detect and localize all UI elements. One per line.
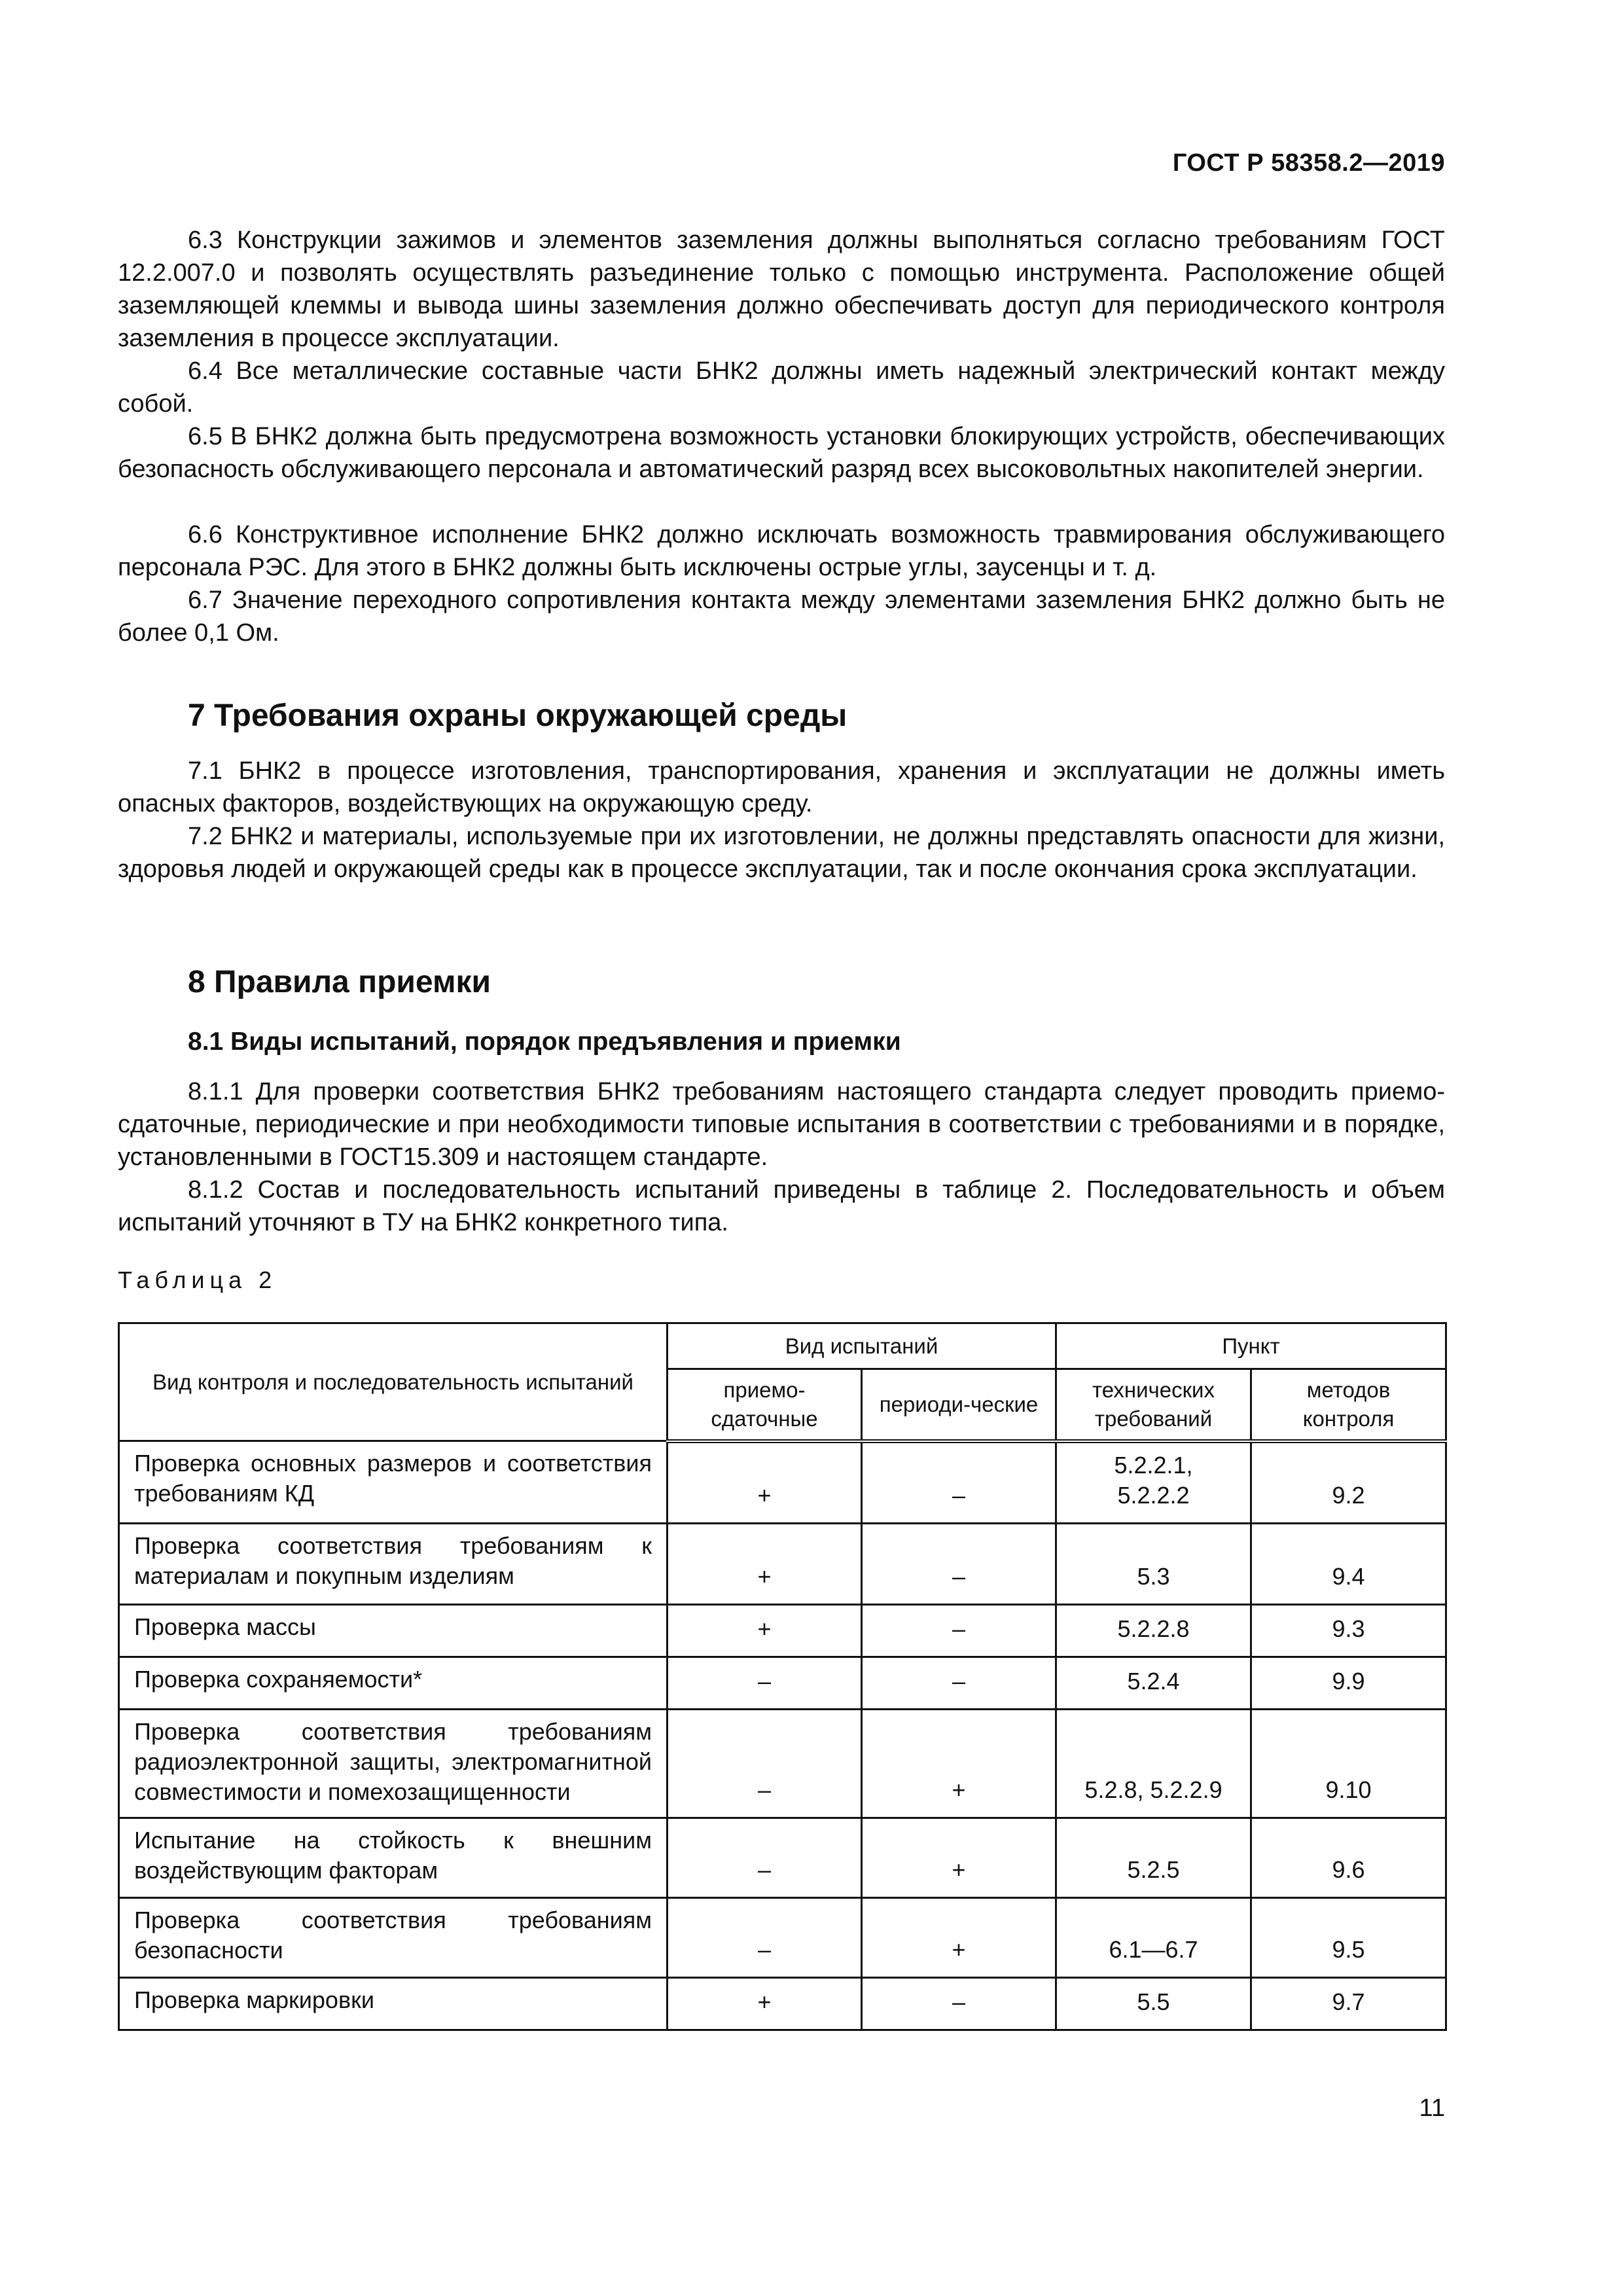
row-acceptance: + — [668, 1978, 862, 2030]
page-number: 11 — [1419, 2094, 1445, 2122]
table-row — [119, 1441, 1446, 1524]
row-tech-clause: 5.2.4 — [1056, 1657, 1251, 1710]
row-method-clause: 9.2 — [1251, 1441, 1446, 1524]
row-acceptance: – — [668, 1898, 862, 1978]
row-test-name: Проверка соответствия требованиям безопасности — [119, 1898, 668, 1978]
paragraph-6-3: 6.3 Конструкции зажимов и элементов заземления должны выполняться согласно требованиям ГОСТ 12.2.007.0 и позволять осуществлять разъединение только с помощью инструмента. Расположение общей заземляющей клеммы и вывода шины заземления должно обеспечивать доступ для периодического контроля заземления в процессе эксплуатации. — [118, 226, 1445, 352]
row-method-clause: 9.4 — [1251, 1524, 1446, 1605]
row-periodic: – — [862, 1978, 1056, 2030]
table-row — [119, 1710, 1446, 1818]
row-method-clause: 9.3 — [1251, 1605, 1446, 1657]
paragraph-6-6: 6.6 Конструктивное исполнение БНК2 должно исключать возможность травмирования обслуживающего персонала РЭС. Для этого в БНК2 должны быть исключены острые углы, заусенцы и т. д. — [118, 521, 1445, 581]
table-row — [119, 1898, 1446, 1978]
row-periodic: – — [862, 1605, 1056, 1657]
header-test-type: Вид испытаний — [668, 1323, 1056, 1369]
row-test-name: Испытание на стойкость к внешним воздействующим факторам — [119, 1818, 668, 1898]
document-page — [118, 0, 1445, 2296]
row-test-name: Проверка соответствия требованиям радиоэлектронной защиты, электромагнитной совместимости и помехозащищенности — [119, 1710, 668, 1818]
row-acceptance: – — [668, 1818, 862, 1898]
paragraph-8-1-2: 8.1.2 Состав и последовательность испытаний приведены в таблице 2. Последовательность и объем испытаний уточняют в ТУ на БНК2 конкретного типа. — [118, 1176, 1445, 1236]
row-acceptance: – — [668, 1657, 862, 1710]
table-caption: Таблица 2 — [118, 1266, 277, 1293]
header-control-methods: методов контроля — [1251, 1369, 1446, 1441]
paragraph-6-5: 6.5 В БНК2 должна быть предусмотрена возможность установки блокирующих устройств, обеспечивающих безопасность обслуживающего персонала и автоматический разряд всех высоковольтных накопителей энергии. — [118, 423, 1445, 483]
row-tech-clause: 5.2.2.8 — [1056, 1605, 1251, 1657]
header-acceptance: приемо-сдаточные — [668, 1369, 862, 1441]
row-test-name: Проверка маркировки — [119, 1978, 668, 2030]
row-method-clause: 9.5 — [1251, 1898, 1446, 1978]
table-row — [119, 1605, 1446, 1657]
row-acceptance: – — [668, 1710, 862, 1818]
table-row — [119, 1978, 1446, 2030]
row-method-clause: 9.6 — [1251, 1818, 1446, 1898]
row-acceptance: + — [668, 1524, 862, 1605]
subsection-8-1-title: 8.1 Виды испытаний, порядок предъявления и приемки — [188, 1028, 901, 1056]
header-control-type: Вид контроля и последовательность испытаний — [119, 1323, 668, 1441]
row-periodic: + — [862, 1818, 1056, 1898]
paragraph-8-1-1: 8.1.1 Для проверки соответствия БНК2 требованиям настоящего стандарта следует проводить приемо-сдаточные, периодические и при необходимости типовые испытания в соответствии с требованиями и в порядке, установленными в ГОСТ15.309 и настоящем стандарте. — [118, 1078, 1445, 1171]
row-method-clause: 9.7 — [1251, 1978, 1446, 2030]
table-row — [119, 1818, 1446, 1898]
row-periodic: + — [862, 1710, 1056, 1818]
paragraph-6-7: 6.7 Значение переходного сопротивления контакта между элементами заземления БНК2 должно быть не более 0,1 Ом. — [118, 586, 1445, 647]
row-test-name: Проверка сохраняемости* — [119, 1657, 668, 1710]
row-method-clause: 9.9 — [1251, 1657, 1446, 1710]
header-periodic: периоди-ческие — [862, 1369, 1056, 1441]
row-acceptance: + — [668, 1441, 862, 1524]
row-periodic: – — [862, 1441, 1056, 1524]
table-row — [119, 1657, 1446, 1710]
row-method-clause: 9.10 — [1251, 1710, 1446, 1818]
row-periodic: – — [862, 1657, 1056, 1710]
row-test-name: Проверка массы — [119, 1605, 668, 1657]
tests-table — [118, 1322, 1447, 2031]
section-7-title: 7 Требования охраны окружающей среды — [188, 698, 847, 733]
document-id-header: ГОСТ Р 58358.2—2019 — [1172, 149, 1445, 177]
row-tech-clause: 5.2.8, 5.2.2.9 — [1056, 1710, 1251, 1818]
row-tech-clause: 5.2.5 — [1056, 1818, 1251, 1898]
row-periodic: + — [862, 1898, 1056, 1978]
table-row — [119, 1524, 1446, 1605]
row-tech-clause: 5.5 — [1056, 1978, 1251, 2030]
row-tech-clause: 6.1—6.7 — [1056, 1898, 1251, 1978]
row-tech-clause: 5.3 — [1056, 1524, 1251, 1605]
paragraph-7-1: 7.1 БНК2 в процессе изготовления, транспортирования, хранения и эксплуатации не должны иметь опасных факторов, воздействующих на окружающую среду. — [118, 757, 1445, 817]
paragraph-7-2: 7.2 БНК2 и материалы, используемые при их изготовлении, не должны представлять опасности для жизни, здоровья людей и окружающей среды как в процессе эксплуатации, так и после окончания срока эксплуатации. — [118, 823, 1445, 883]
header-clause: Пункт — [1056, 1323, 1446, 1369]
paragraph-6-4: 6.4 Все металлические составные части БНК2 должны иметь надежный электрический контакт между собой. — [118, 357, 1445, 418]
section-8-title: 8 Правила приемки — [188, 965, 491, 999]
header-tech-requirements: технических требований — [1056, 1369, 1251, 1441]
row-tech-clause: 5.2.2.1, 5.2.2.2 — [1056, 1441, 1251, 1524]
row-test-name: Проверка основных размеров и соответствия требованиям КД — [119, 1441, 668, 1524]
row-test-name: Проверка соответствия требованиям к материалам и покупным изделиям — [119, 1524, 668, 1605]
row-acceptance: + — [668, 1605, 862, 1657]
row-periodic: – — [862, 1524, 1056, 1605]
